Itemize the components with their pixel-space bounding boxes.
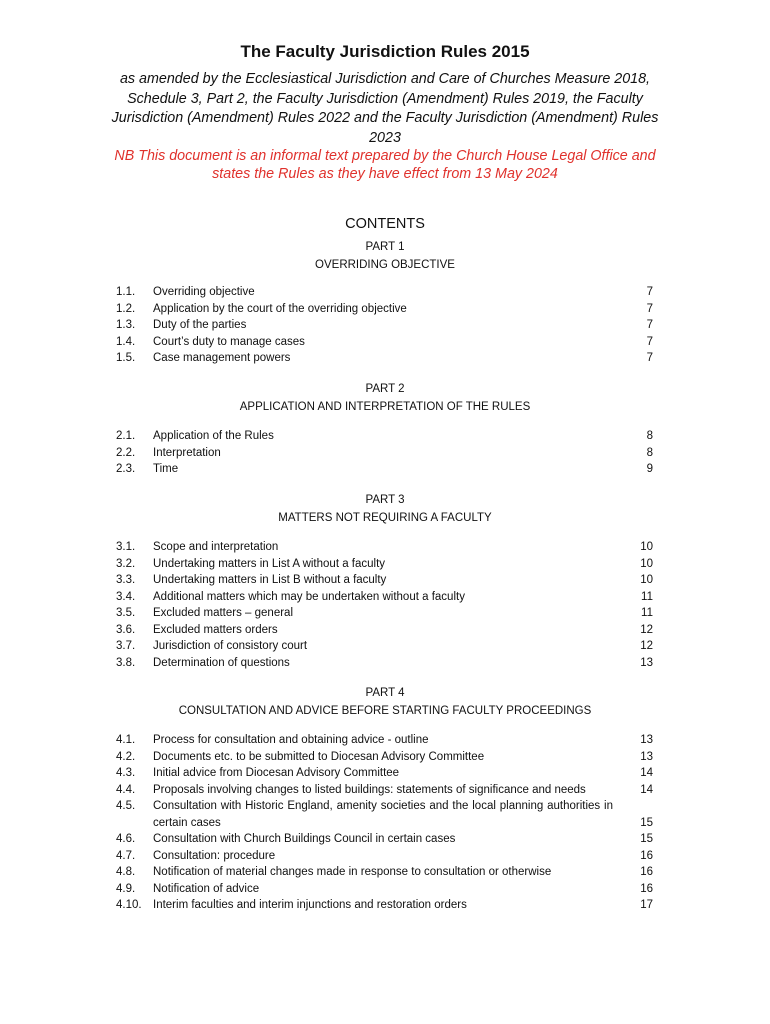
entry-number: 2.1. [116,430,136,442]
contents-entry[interactable] [116,589,653,606]
contents-entry[interactable] [116,749,653,766]
entry-title: Time [153,463,179,475]
entry-page: 16 [640,882,653,895]
entry-number: 4.6. [116,833,136,845]
entry-title: Notification of advice [153,882,260,895]
entry-number: 4.10. [116,899,142,911]
contents-entry[interactable] [116,284,653,301]
contents-entry[interactable] [116,605,653,622]
part-title: MATTERS NOT REQUIRING A FACULTY [278,512,492,524]
entry-number: 4.7. [116,849,136,862]
entry-number: 3.3. [116,574,136,586]
entry-number: 1.3. [116,319,136,331]
entry-page: 15 [640,816,653,829]
contents-entry[interactable] [116,461,653,478]
entry-page: 8 [646,430,653,442]
entry-number: 1.2. [116,302,136,315]
entry-number: 4.8. [116,866,136,878]
contents-entry[interactable] [116,798,653,831]
entry-title: Process for consultation and obtaining advice - outline [153,734,429,746]
entry-number: 4.2. [116,750,136,763]
part-label: PART 4 [365,687,405,699]
entry-page: 7 [646,352,653,364]
entry-page: 10 [640,541,653,553]
entry-title: Consultation with Historic England, amenity societies and the local planning authorities in certain cases [153,800,613,829]
contents-entry[interactable] [116,572,653,589]
entry-title: Application by the court of the overriding objective [153,302,407,315]
entry-title: Undertaking matters in List A without a faculty [153,557,386,570]
entry-page: 13 [640,750,653,763]
contents-entry[interactable] [116,655,653,672]
entry-number: 4.4. [116,783,136,796]
entry-title: Notification of material changes made in response to consultation or otherwise [153,866,552,878]
entry-page: 11 [641,590,653,603]
entry-title: Court’s duty to manage cases [153,335,305,348]
entry-number: 1.5. [116,352,136,364]
entry-title: Additional matters which may be undertaken without a faculty [153,590,465,603]
entry-title: Consultation with Church Buildings Council in certain cases [153,833,456,845]
nb-notice: NB This document is an informal text prepared by the Church House Legal Office and states the Rules as they have effect from 13 May 2024 [114,148,656,182]
entry-number: 3.5. [116,607,136,619]
entry-page: 7 [646,286,653,298]
entry-number: 2.3. [116,463,136,475]
entry-title: Undertaking matters in List B without a faculty [153,574,387,586]
entry-number: 3.4. [116,590,136,603]
part-1-heading [0,238,770,274]
contents-entry[interactable] [116,350,653,367]
entry-page: 10 [640,557,653,570]
part-1-entries [116,284,653,367]
entry-title: Determination of questions [153,656,290,669]
entry-title: Duty of the parties [153,319,247,331]
entry-page: 10 [640,574,653,586]
entry-page: 15 [640,833,653,845]
contents-entry[interactable] [116,831,653,848]
contents-entry[interactable] [116,539,653,556]
entry-title: Overriding objective [153,286,255,298]
entry-page: 7 [646,335,653,348]
entry-page: 7 [646,302,653,315]
entry-title: Consultation: procedure [153,849,276,862]
entry-number: 1.1. [116,286,136,298]
entry-title: Application of the Rules [153,430,274,442]
contents-entry[interactable] [116,782,653,799]
contents-entry[interactable] [116,334,653,351]
entry-page: 8 [646,446,653,459]
document-subtitle: as amended by the Ecclesiastical Jurisdiction and Care of Churches Measure 2018, Schedule 3, Part 2, the Faculty Jurisdiction (Amendment) Rules 2019, the Faculty Jurisdiction (Amendment) Rules 2022 and the Faculty Jurisdiction (Amendment) Rules 2023 [111,71,659,146]
entry-page: 11 [641,607,653,619]
entry-title: Case management powers [153,352,291,364]
entry-page: 12 [640,640,653,652]
part-label: PART 1 [365,241,405,253]
entry-page: 14 [640,783,653,796]
entry-title: Proposals involving changes to listed buildings: statements of significance and needs [153,783,586,796]
entry-title: Scope and interpretation [153,541,279,553]
entry-page: 14 [640,767,653,779]
entry-page: 16 [640,866,653,878]
contents-entry[interactable] [116,428,653,445]
entry-page: 16 [640,849,653,862]
part-title: APPLICATION AND INTERPRETATION OF THE RULES [239,401,531,413]
part-3-entries [116,539,653,671]
entry-title: Interpretation [153,446,221,459]
entry-number: 2.2. [116,446,136,459]
contents-entry[interactable] [116,881,653,898]
contents-entry[interactable] [116,445,653,462]
contents-entry[interactable] [116,317,653,334]
entry-number: 4.5. [116,800,136,812]
entry-number: 3.2. [116,557,136,570]
contents-entry[interactable] [116,864,653,881]
contents-entry[interactable] [116,301,653,318]
entry-title: Excluded matters – general [153,607,293,619]
contents-entry[interactable] [116,622,653,639]
entry-page: 7 [646,319,653,331]
contents-entry[interactable] [116,556,653,573]
part-title: CONSULTATION AND ADVICE BEFORE STARTING FACULTY PROCEEDINGS [178,705,592,717]
entry-page: 17 [640,899,653,911]
part-2-entries [116,428,653,478]
entry-page: 13 [640,656,653,669]
entry-title: Documents etc. to be submitted to Diocesan Advisory Committee [153,750,485,763]
entry-page: 9 [646,463,653,475]
entry-page: 12 [640,623,653,636]
entry-title: Jurisdiction of consistory court [153,640,308,652]
contents-heading: CONTENTS [345,216,425,232]
entry-number: 1.4. [116,335,136,348]
part-title: OVERRIDING OBJECTIVE [315,259,455,271]
entry-title: Initial advice from Diocesan Advisory Committee [153,767,400,779]
part-2-heading [0,380,770,416]
part-4-entries [116,732,653,914]
contents-entry[interactable] [116,732,653,749]
entry-number: 3.7. [116,640,136,652]
entry-title: Excluded matters orders [153,623,278,636]
entry-number: 3.6. [116,623,136,636]
entry-page: 13 [640,734,653,746]
entry-number: 4.3. [116,767,136,779]
part-label: PART 2 [365,383,405,395]
contents-entry[interactable] [116,848,653,865]
contents-entry[interactable] [116,765,653,782]
part-3-heading [0,491,770,527]
document-title: The Faculty Jurisdiction Rules 2015 [240,42,530,61]
entry-number: 3.8. [116,656,136,669]
entry-number: 3.1. [116,541,136,553]
entry-title: Interim faculties and interim injunctions and restoration orders [153,899,467,911]
contents-entry[interactable] [116,638,653,655]
contents-entry[interactable] [116,897,653,914]
entry-number: 4.9. [116,882,136,895]
part-4-heading [0,684,770,720]
entry-number: 4.1. [116,734,136,746]
part-label: PART 3 [365,494,405,506]
